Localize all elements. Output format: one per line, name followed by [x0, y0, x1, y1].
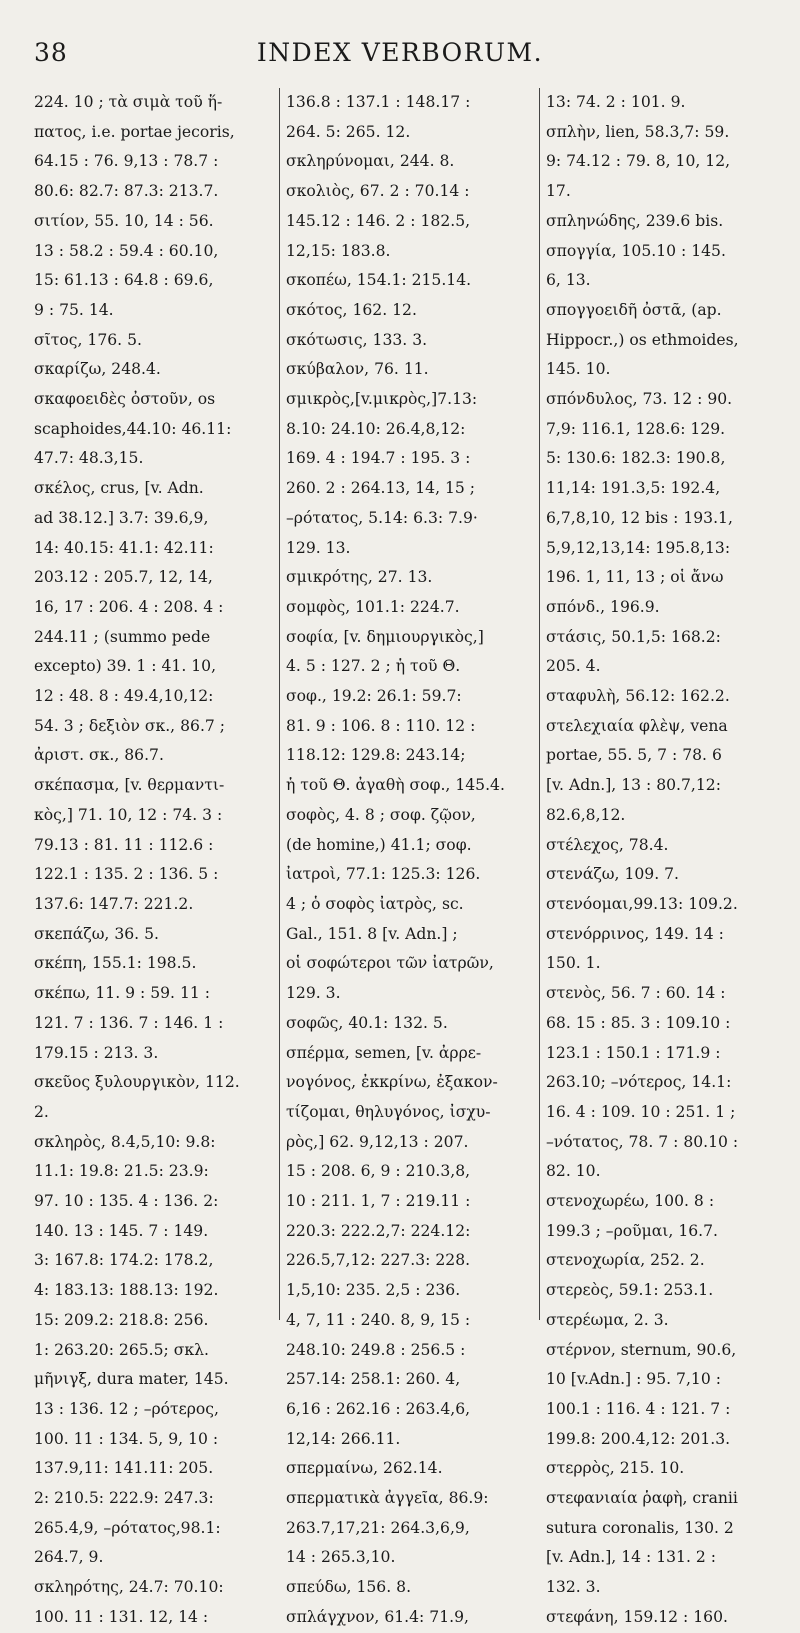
index-line: 265.4,9, –ρότατος,98.1:	[34, 1518, 221, 1537]
index-line: 264.7, 9.	[34, 1548, 104, 1567]
index-line: 220.3: 222.2,7: 224.12:	[286, 1221, 471, 1240]
index-line: στεφάνη, 159.12 : 160.	[546, 1607, 728, 1626]
index-line: σπόνδυλος, 73. 12 : 90.	[546, 390, 733, 409]
index-line: οἱ σοφώτεροι τῶν ἰατρῶν,	[286, 954, 494, 973]
index-line: μῆνιγξ, dura mater, 145.	[34, 1370, 229, 1389]
index-line: 257.14: 258.1: 260. 4,	[286, 1370, 461, 1389]
index-line: σκολιὸς, 67. 2 : 70.14 :	[286, 182, 470, 201]
index-line: 1: 263.20: 265.5; σκλ.	[34, 1340, 209, 1359]
index-line: ἰατροὶ, 77.1: 125.3: 126.	[286, 865, 481, 884]
index-line: 16, 17 : 206. 4 : 208. 4 :	[34, 597, 224, 616]
index-line: σκληρὸς, 8.4,5,10: 9.8:	[34, 1132, 216, 1151]
index-line: 226.5,7,12: 227.3: 228.	[286, 1251, 471, 1270]
index-line: 2.	[34, 1102, 49, 1121]
index-line: 81. 9 : 106. 8 : 110. 12 :	[286, 716, 476, 735]
index-line: 15: 61.13 : 64.8 : 69.6,	[34, 271, 214, 290]
index-line: σκέπασμα, [v. θερμαντι-	[34, 776, 225, 795]
index-line: στέλεχος, 78.4.	[546, 835, 669, 854]
index-line: 100. 11 : 131. 12, 14 :	[34, 1607, 209, 1626]
index-line: 8.10: 24.10: 26.4,8,12:	[286, 419, 466, 438]
index-line: 132. 3.	[546, 1578, 601, 1597]
index-columns	[34, 88, 786, 1626]
index-line: 13: 74. 2 : 101. 9.	[546, 93, 686, 111]
index-line: σκότος, 162. 12.	[286, 300, 417, 319]
index-line: –νότατος, 78. 7 : 80.10 :	[546, 1132, 739, 1151]
index-line: 129. 13.	[286, 538, 351, 557]
index-line: σπληνώδης, 239.6 bis.	[546, 211, 724, 230]
index-line: σκέπω, 11. 9 : 59. 11 :	[34, 984, 211, 1003]
index-line: 9 : 75. 14.	[34, 300, 114, 319]
index-line: στενάζω, 109. 7.	[546, 865, 679, 884]
index-line: 6,7,8,10, 12 bis : 193.1,	[546, 508, 733, 527]
index-line: σομφὸς, 101.1: 224.7.	[286, 597, 460, 616]
index-line: ἀριστ. σκ., 86.7.	[34, 746, 164, 765]
index-line: κὸς,] 71. 10, 12 : 74. 3 :	[34, 805, 223, 824]
index-line: 4. 5 : 127. 2 ; ἡ τοῦ Θ.	[286, 657, 461, 676]
index-line: 6, 13.	[546, 271, 591, 290]
index-line: σπλάγχνον, 61.4: 71.9,	[286, 1607, 469, 1626]
running-title: INDEX VERBORUM.	[256, 38, 544, 67]
index-line: 100. 11 : 134. 5, 9, 10 :	[34, 1429, 219, 1448]
index-line: 196. 1, 11, 13 ; οἱ ἄνω	[546, 568, 724, 587]
index-line: 169. 4 : 194.7 : 195. 3 :	[286, 449, 471, 468]
index-line: 14 : 265.3,10.	[286, 1548, 396, 1567]
index-line: 2: 210.5: 222.9: 247.3:	[34, 1489, 214, 1508]
index-line: σοφῶς, 40.1: 132. 5.	[286, 1013, 448, 1032]
index-line: 82.6,8,12.	[546, 805, 626, 824]
index-line: 199.3 ; –ροῦμαι, 16.7.	[546, 1221, 719, 1240]
index-line: 136.8 : 137.1 : 148.17 :	[286, 93, 471, 111]
index-line: 54. 3 ; δεξιὸν σκ., 86.7 ;	[34, 716, 226, 735]
index-line: σπερμαίνω, 262.14.	[286, 1459, 443, 1478]
index-line: 11,14: 191.3,5: 192.4,	[546, 479, 721, 498]
index-line: στενοχωρία, 252. 2.	[546, 1251, 705, 1270]
index-line: σκέλος, crus, [v. Adn.	[34, 479, 204, 498]
index-line: 263.7,17,21: 264.3,6,9,	[286, 1518, 470, 1537]
index-line: σκέπη, 155.1: 198.5.	[34, 954, 197, 973]
index-line: 1,5,10: 235. 2,5 : 236.	[286, 1281, 461, 1300]
index-line: στεφανιαία ῥαφὴ, cranii	[546, 1489, 738, 1508]
index-line: 179.15 : 213. 3.	[34, 1043, 159, 1062]
index-line: scaphoides,44.10: 46.11:	[34, 419, 232, 438]
index-line: 11.1: 19.8: 21.5: 23.9:	[34, 1162, 209, 1181]
index-line: σπερματικὰ ἀγγεῖα, 86.9:	[286, 1489, 489, 1508]
index-line: σκύβαλον, 76. 11.	[286, 360, 429, 379]
index-line: 12,15: 183.8.	[286, 241, 391, 260]
index-line: 15: 209.2: 218.8: 256.	[34, 1310, 209, 1329]
column-divider	[539, 88, 540, 1320]
index-line: 12 : 48. 8 : 49.4,10,12:	[34, 687, 214, 706]
page-header	[0, 38, 800, 78]
index-line: ρὸς,] 62. 9,12,13 : 207.	[286, 1132, 469, 1151]
index-line: 5,9,12,13,14: 195.8,13:	[546, 538, 731, 557]
index-line: ad 38.12.] 3.7: 39.6,9,	[34, 508, 209, 527]
index-column-3	[546, 88, 786, 1626]
index-line: Hippocr.,) os ethmoides,	[546, 330, 739, 349]
index-line: 203.12 : 205.7, 12, 14,	[34, 568, 213, 587]
index-line: 10 : 211. 1, 7 : 219.11 :	[286, 1192, 471, 1211]
index-line: 121. 7 : 136. 7 : 146. 1 :	[34, 1013, 224, 1032]
index-line: 12,14: 266.11.	[286, 1429, 401, 1448]
index-line: 205. 4.	[546, 657, 601, 676]
index-line: –ρότατος, 5.14: 6.3: 7.9·	[286, 508, 478, 527]
index-line: τίζομαι, θηλυγόνος, ἰσχυ-	[286, 1102, 491, 1121]
index-line: πατος, i.e. portae jecoris,	[34, 122, 235, 141]
index-line: 150. 1.	[546, 954, 601, 973]
index-line: στενόρρινος, 149. 14 :	[546, 924, 724, 943]
index-line: sutura coronalis, 130. 2	[546, 1518, 734, 1537]
index-line: στελεχιαία φλὲψ, vena	[546, 716, 728, 735]
column-divider	[279, 88, 280, 1320]
index-line: 68. 15 : 85. 3 : 109.10 :	[546, 1013, 731, 1032]
index-line: 4, 7, 11 : 240. 8, 9, 15 :	[286, 1310, 471, 1329]
index-line: 244.11 ; (summo pede	[34, 627, 211, 646]
index-line: 137.6: 147.7: 221.2.	[34, 894, 194, 913]
index-line: 145.12 : 146. 2 : 182.5,	[286, 211, 471, 230]
index-line: 15 : 208. 6, 9 : 210.3,8,	[286, 1162, 471, 1181]
index-line: σκαφοειδὲς ὀστοῦν, os	[34, 390, 216, 409]
index-line: 13 : 136. 12 ; –ρότερος,	[34, 1399, 220, 1418]
index-line: 118.12: 129.8: 243.14;	[286, 746, 466, 765]
index-line: σπλὴν, lien, 58.3,7: 59.	[546, 122, 730, 141]
index-line: 82. 10.	[546, 1162, 601, 1181]
index-line: σπεύδω, 156. 8.	[286, 1578, 412, 1597]
index-line: portae, 55. 5, 7 : 78. 6	[546, 746, 722, 765]
index-line: σπέρμα, semen, [v. ἀρρε-	[286, 1043, 482, 1062]
index-line: σοφία, [v. δημιουργικὸς,]	[286, 627, 484, 646]
index-line: στερέωμα, 2. 3.	[546, 1310, 669, 1329]
index-line: σκεῦος ξυλουργικὸν, 112.	[34, 1073, 240, 1092]
index-line: 263.10; –νότερος, 14.1:	[546, 1073, 732, 1092]
page-number: 38	[34, 38, 68, 67]
index-line: σοφ., 19.2: 26.1: 59.7:	[286, 687, 462, 706]
index-line: 248.10: 249.8 : 256.5 :	[286, 1340, 466, 1359]
index-column-2	[286, 88, 534, 1626]
index-line: 100.1 : 116. 4 : 121. 7 :	[546, 1399, 731, 1418]
index-line: 9: 74.12 : 79. 8, 10, 12,	[546, 152, 731, 171]
index-line: σιτίον, 55. 10, 14 : 56.	[34, 211, 214, 230]
index-line: (de homine,) 41.1; σοφ.	[286, 835, 472, 854]
index-line: σμικρὸς,[v.μικρὸς,]7.13:	[286, 390, 478, 409]
index-line: σκοπέω, 154.1: 215.14.	[286, 271, 472, 290]
index-line: 16. 4 : 109. 10 : 251. 1 ;	[546, 1102, 736, 1121]
index-line: σκαρίζω, 248.4.	[34, 360, 161, 379]
index-line: στάσις, 50.1,5: 168.2:	[546, 627, 721, 646]
index-line: 6,16 : 262.16 : 263.4,6,	[286, 1399, 471, 1418]
index-line: Gal., 151. 8 [v. Adn.] ;	[286, 924, 458, 943]
index-line: 123.1 : 150.1 : 171.9 :	[546, 1043, 721, 1062]
index-line: σκληρότης, 24.7: 70.10:	[34, 1578, 224, 1597]
index-line: 13 : 58.2 : 59.4 : 60.10,	[34, 241, 219, 260]
index-line: 140. 13 : 145. 7 : 149.	[34, 1221, 209, 1240]
index-line: σπογγοειδῆ ὀστᾶ, (ap.	[546, 300, 722, 319]
index-line: σκότωσις, 133. 3.	[286, 330, 428, 349]
index-line: 97. 10 : 135. 4 : 136. 2:	[34, 1192, 219, 1211]
index-line: 260. 2 : 264.13, 14, 15 ;	[286, 479, 476, 498]
index-line: 199.8: 200.4,12: 201.3.	[546, 1429, 731, 1448]
index-line: 145. 10.	[546, 360, 611, 379]
index-line: στενὸς, 56. 7 : 60. 14 :	[546, 984, 726, 1003]
index-line: 224. 10 ; τὰ σιμὰ τοῦ ἥ-	[34, 93, 223, 111]
index-line: στενοχωρέω, 100. 8 :	[546, 1192, 715, 1211]
index-line: σοφὸς, 4. 8 ; σοφ. ζῷον,	[286, 805, 476, 824]
index-line: 3: 167.8: 174.2: 178.2,	[34, 1251, 214, 1270]
index-line: [v. Adn.], 14 : 131. 2 :	[546, 1548, 717, 1567]
index-line: 80.6: 82.7: 87.3: 213.7.	[34, 182, 219, 201]
index-line: 17.	[546, 182, 571, 201]
index-line: σπογγία, 105.10 : 145.	[546, 241, 726, 260]
index-line: στερρὸς, 215. 10.	[546, 1459, 685, 1478]
index-column-1	[34, 88, 274, 1626]
index-line: [v. Adn.], 13 : 80.7,12:	[546, 776, 721, 795]
index-line: σταφυλὴ, 56.12: 162.2.	[546, 687, 730, 706]
index-line: ἡ τοῦ Θ. ἀγαθὴ σοφ., 145.4.	[286, 776, 505, 795]
index-line: στενόομαι,99.13: 109.2.	[546, 894, 738, 913]
index-line: 4: 183.13: 188.13: 192.	[34, 1281, 219, 1300]
index-line: 47.7: 48.3,15.	[34, 449, 144, 468]
index-line: 10 [v.Adn.] : 95. 7,10 :	[546, 1370, 721, 1389]
index-line: στέρνον, sternum, 90.6,	[546, 1340, 737, 1359]
index-line: σμικρότης, 27. 13.	[286, 568, 433, 587]
index-line: στερεὸς, 59.1: 253.1.	[546, 1281, 714, 1300]
index-line: 264. 5: 265. 12.	[286, 122, 411, 141]
index-line: νογόνος, ἐκκρίνω, ἐξακον-	[286, 1073, 498, 1092]
index-line: 129. 3.	[286, 984, 341, 1003]
index-line: σκληρύνομαι, 244. 8.	[286, 152, 455, 171]
index-line: 79.13 : 81. 11 : 112.6 :	[34, 835, 214, 854]
index-line: 122.1 : 135. 2 : 136. 5 :	[34, 865, 219, 884]
index-line: excepto) 39. 1 : 41. 10,	[34, 657, 217, 676]
index-line: 14: 40.15: 41.1: 42.11:	[34, 538, 214, 557]
index-line: σπόνδ., 196.9.	[546, 597, 660, 616]
index-line: σκεπάζω, 36. 5.	[34, 924, 159, 943]
index-line: 137.9,11: 141.11: 205.	[34, 1459, 214, 1478]
index-line: 64.15 : 76. 9,13 : 78.7 :	[34, 152, 219, 171]
index-line: 7,9: 116.1, 128.6: 129.	[546, 419, 726, 438]
index-line: 4 ; ὁ σοφὸς ἰατρὸς, sc.	[286, 894, 464, 913]
index-line: σῖτος, 176. 5.	[34, 330, 142, 349]
index-line: 5: 130.6: 182.3: 190.8,	[546, 449, 726, 468]
